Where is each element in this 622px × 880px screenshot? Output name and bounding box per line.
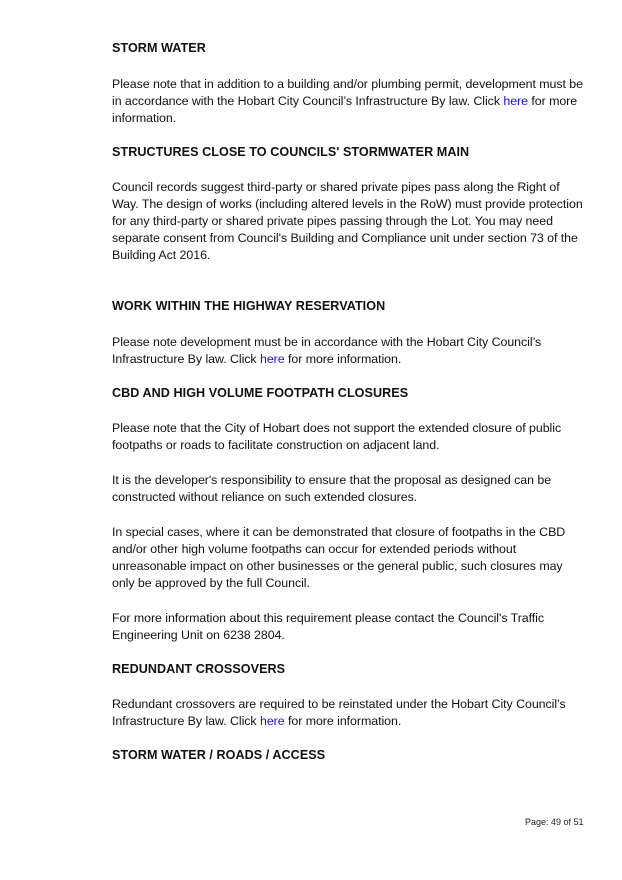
section-heading-redundant-crossovers: REDUNDANT CROSSOVERS (112, 662, 286, 676)
text-fragment: for more information. (284, 352, 402, 366)
paragraph-cbd-closures-responsibility (112, 472, 587, 506)
text-line-with-link (112, 93, 587, 110)
section-heading-cbd-footpath-closures: CBD AND HIGH VOLUME FOOTPATH CLOSURES (112, 386, 409, 400)
text-line: For more information about this requirement please contact the Council's Traffic (112, 611, 545, 625)
here-link-redundant-crossovers[interactable]: here (259, 714, 285, 728)
paragraph-storm-water (112, 76, 587, 127)
text-line: footpaths or roads to facilitate construction on adjacent land. (112, 438, 440, 452)
text-line: constructed without reliance on such extended closures. (112, 490, 418, 504)
paragraph-cbd-closures-special-cases (112, 524, 587, 592)
text-line: unreasonable impact on other businesses or the general public, such closures may (112, 559, 563, 573)
page-number: Page: 49 of 51 (525, 817, 584, 827)
section-heading-storm-water-roads-access: STORM WATER / ROADS / ACCESS (112, 748, 326, 762)
text-line: Council records suggest third-party or shared private pipes pass along the Right of (112, 180, 560, 194)
text-fragment: in accordance with the Hobart City Council’s Infrastructure By law. Click (112, 94, 504, 108)
paragraph-work-within-highway-reservation (112, 334, 587, 368)
text-line: Please note that the City of Hobart does not support the extended closure of public (112, 421, 562, 435)
section-heading-structures-close-to-stormwater-main: STRUCTURES CLOSE TO COUNCILS' STORMWATER MAIN (112, 145, 470, 159)
text-fragment: Infrastructure By law. Click (112, 352, 260, 366)
section-heading-work-within-highway-reservation: WORK WITHIN THE HIGHWAY RESERVATION (112, 299, 386, 313)
text-fragment: for more information. (284, 714, 402, 728)
text-line: for any third-party or shared private pipes passing through the Lot. You may need (112, 214, 553, 228)
section-heading-storm-water: STORM WATER (112, 41, 206, 55)
text-line: only be approved by the full Council. (112, 576, 310, 590)
text-line: Way. The design of works (including altered levels in the RoW) must provide protection (112, 197, 583, 211)
text-line: It is the developer's responsibility to ensure that the proposal as designed can be (112, 473, 552, 487)
text-line: and/or other high volume footpaths can occur for extended periods without (112, 542, 517, 556)
here-link-highway-reservation[interactable]: here (259, 352, 285, 366)
text-line-with-link (112, 351, 587, 368)
paragraph-redundant-crossovers (112, 696, 587, 730)
text-line: Building Act 2016. (112, 248, 211, 262)
text-fragment: Infrastructure By law. Click (112, 714, 260, 728)
text-line: Please note that in addition to a building and/or plumbing permit, development must be (112, 77, 583, 91)
text-line: Please note development must be in accordance with the Hobart City Council’s (112, 335, 542, 349)
paragraph-cbd-closures-policy (112, 420, 587, 454)
text-line: In special cases, where it can be demonstrated that closure of footpaths in the CBD (112, 525, 566, 539)
text-line: separate consent from Council's Building and Compliance unit under section 73 of the (112, 231, 578, 245)
text-fragment: for more (527, 94, 578, 108)
text-line: Engineering Unit on 6238 2804. (112, 628, 285, 642)
here-link-storm-water[interactable]: here (503, 94, 528, 108)
text-line-with-link (112, 713, 587, 730)
paragraph-cbd-closures-contact (112, 610, 587, 644)
text-line: Redundant crossovers are required to be reinstated under the Hobart City Council’s (112, 697, 566, 711)
paragraph-structures-close-to-stormwater-main (112, 179, 587, 264)
text-line: information. (112, 111, 177, 125)
